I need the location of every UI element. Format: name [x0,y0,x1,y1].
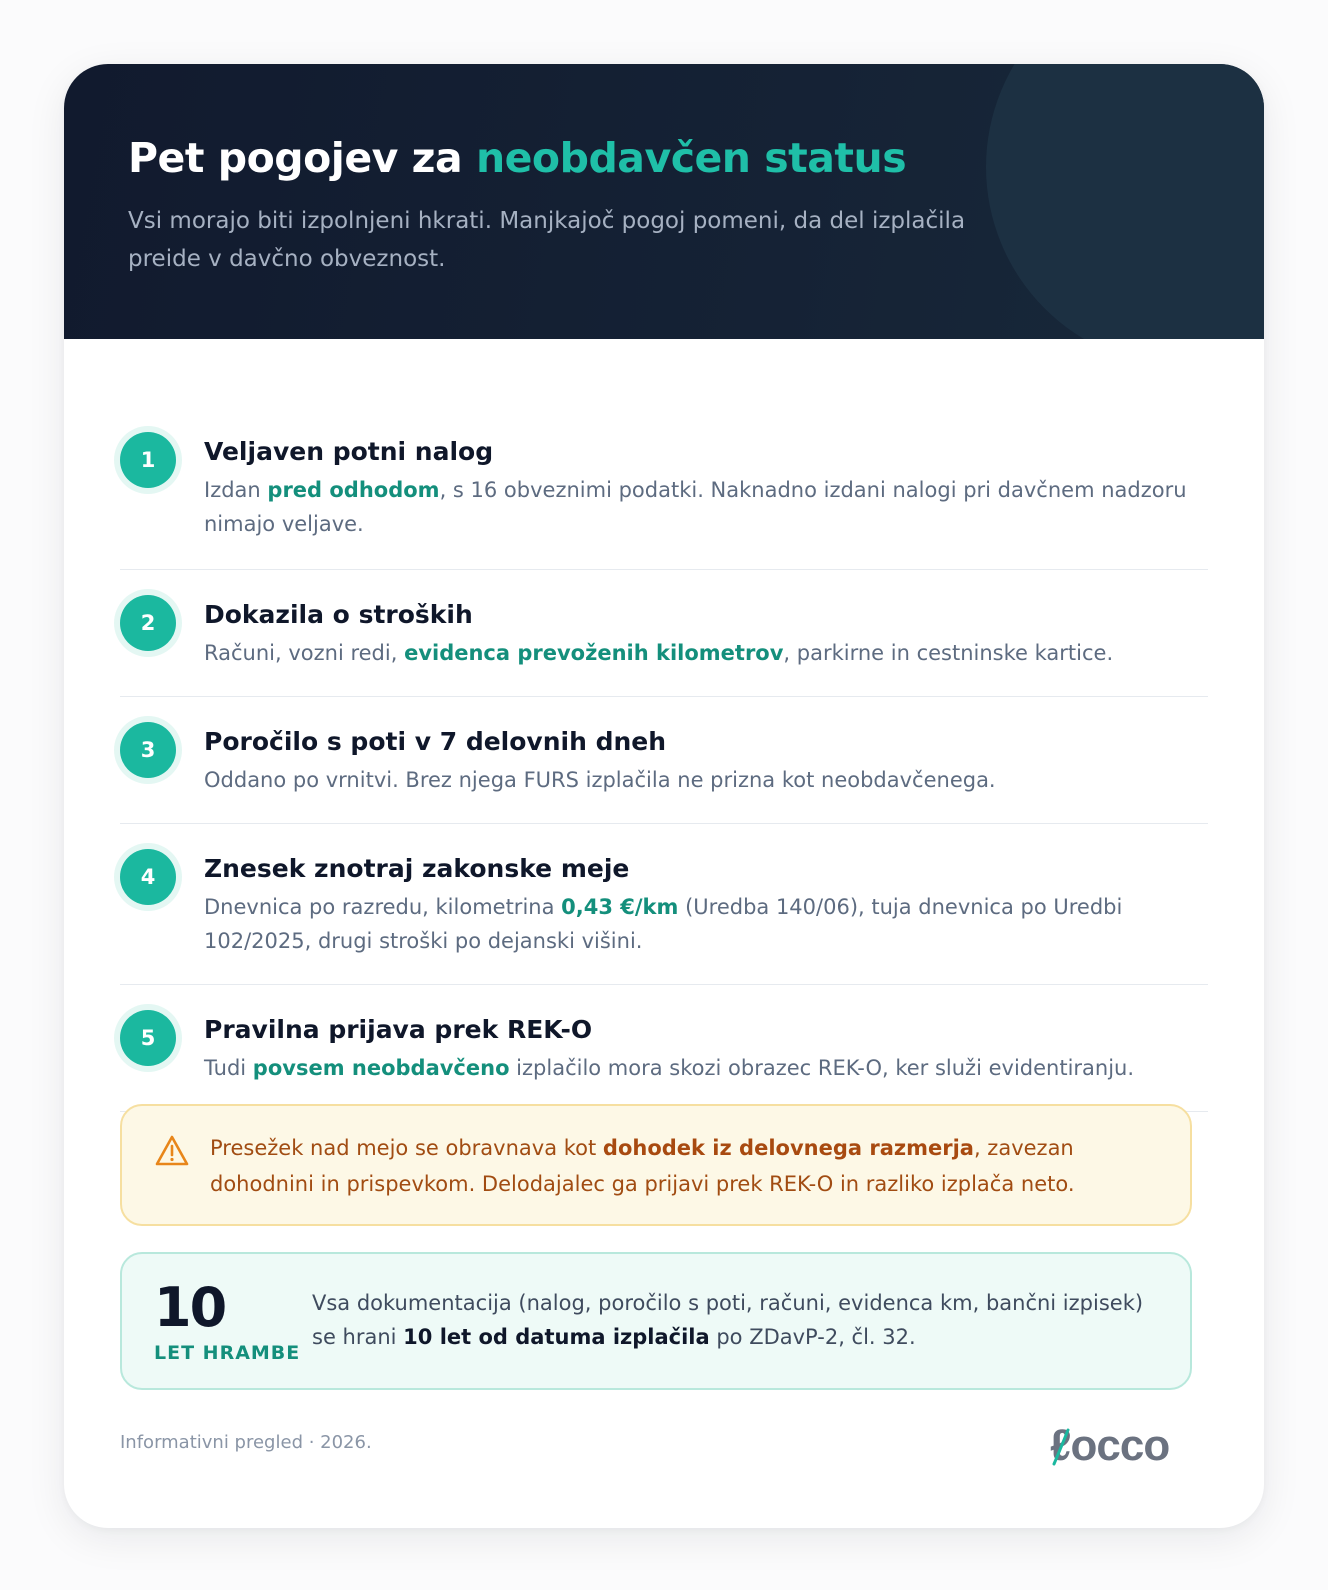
retention-years: 10 [154,1276,226,1339]
condition-title: Pravilna prijava prek REK-O [204,1015,593,1044]
step-number-badge: 4 [120,849,176,905]
condition-title: Poročilo s poti v 7 delovnih dneh [204,727,667,756]
conditions-list [120,400,1208,1112]
decorative-circle [986,64,1264,339]
step-number-badge: 5 [120,1010,176,1066]
retention-callout [120,1252,1192,1390]
condition-title: Veljaven potni nalog [204,437,494,466]
card-header [64,64,1264,339]
page-title: Pet pogojev za neobdavčen status [128,134,907,182]
page-subtitle: Vsi morajo biti izpolnjeni hkrati. Manjkajoč pogoj pomeni, da del izplačila preide v davčno obveznost. [128,208,966,272]
warning-triangle-icon [154,1134,190,1168]
step-number-badge: 3 [120,722,176,778]
warning-callout [120,1104,1192,1226]
warning-text: Presežek nad mejo se obravnava kot dohodek iz delovnega razmerja, zavezan dohodnini in prispevkom. Delodajalec ga prijavi prek REK-O in razliko izplača neto. [210,1136,1075,1196]
condition-item-1 [120,400,1208,570]
condition-item-4 [120,824,1208,985]
step-number-badge: 2 [120,595,176,651]
condition-item-2 [120,570,1208,697]
condition-title: Dokazila o stroških [204,600,473,629]
condition-item-5 [120,985,1208,1112]
footer-note: Informativni pregled · 2026. [120,1432,372,1453]
condition-title: Znesek znotraj zakonske meje [204,854,630,883]
retention-label: LET HRAMBE [154,1342,301,1364]
retention-text: Vsa dokumentacija (nalog, poročilo s poti, računi, evidenca km, bančni izpisek) se hrani 10 let od datuma izplačila po ZDavP-2, čl. 32. [312,1291,1144,1349]
brand-logo [1050,1420,1196,1470]
condition-description: Dnevnica po razredu, kilometrina 0,43 €/km (Uredba 140/06), tuja dnevnica po Uredbi 102/2025, drugi stroški po dejanski višini. [204,895,1123,953]
svg-text:ℓocco: ℓocco [1050,1421,1170,1470]
condition-description: Izdan pred odhodom, s 16 obveznimi podatki. Naknadno izdani nalogi pri davčnem nadzoru nimajo veljave. [204,478,1187,536]
condition-description: Računi, vozni redi, evidenca prevoženih kilometrov, parkirne in cestninske kartice. [204,641,1114,665]
condition-description: Oddano po vrnitvi. Brez njega FURS izplačila ne prizna kot neobdavčenega. [204,768,996,792]
condition-description: Tudi povsem neobdavčeno izplačilo mora skozi obrazec REK-O, ker služi evidentiranju. [204,1056,1135,1080]
condition-item-3 [120,697,1208,824]
step-number-badge: 1 [120,432,176,488]
info-card [64,64,1264,1528]
